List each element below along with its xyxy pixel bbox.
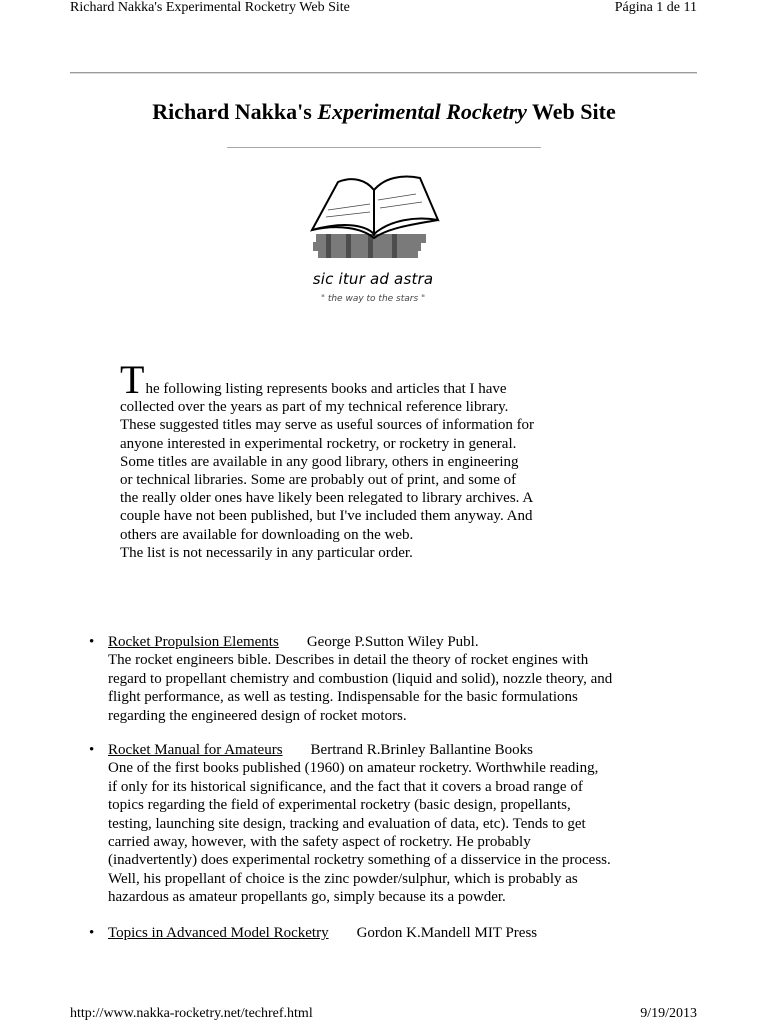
intro-line: others are available for downloading on the web. — [120, 526, 414, 543]
print-footer-url: http://www.nakka-rocketry.net/techref.html — [70, 1006, 313, 1021]
intro-line: anyone interested in experimental rocketry, or rocketry in general. — [120, 435, 517, 452]
book-description-line: testing, launching site design, tracking and evaluation of data, etc). Tends to get — [108, 815, 586, 832]
print-header-title: Richard Nakka's Experimental Rocketry Web Site — [70, 0, 350, 15]
book-description-line: topics regarding the field of experimental rocketry (basic design, propellants, — [108, 797, 571, 814]
intro-dropcap: T — [120, 357, 145, 402]
intro-line: Some titles are available in any good library, others in engineering — [120, 453, 519, 470]
book-description-line: One of the first books published (1960) on amateur rocketry. Worthwhile reading, — [108, 760, 599, 777]
header-divider — [70, 72, 697, 74]
bullet-icon: • — [89, 634, 95, 650]
book-description-line: Well, his propellant of choice is the zinc powder/sulphur, which is probably as — [108, 870, 578, 887]
book-description-line: regard to propellant chemistry and combustion (liquid and solid), nozzle theory, and — [108, 670, 613, 687]
intro-line: The list is not necessarily in any particular order. — [120, 544, 413, 561]
intro-line: the really older ones have likely been relegated to library archives. A — [120, 490, 534, 507]
print-footer-date: 9/19/2013 — [640, 1006, 697, 1021]
page-title — [0, 98, 768, 126]
book-description-line: carried away, however, with the safety aspect of rocketry. He probably — [108, 834, 531, 851]
book-title-link[interactable]: Rocket Manual for Amateurs — [108, 742, 283, 758]
book-description-line: if only for its historical significance, and the fact that it covers a broad range of — [108, 778, 583, 795]
book-description-line: hazardous as amateur propellants go, simply because its a powder. — [108, 889, 506, 906]
book-author-publisher: Bertrand R.Brinley Ballantine Books — [310, 742, 534, 758]
logo-translation: " the way to the stars " — [320, 294, 426, 304]
open-book-on-stack-icon — [298, 170, 448, 260]
book-title-link[interactable]: Rocket Propulsion Elements — [108, 634, 279, 650]
list-item — [89, 633, 709, 725]
book-description-line: The rocket engineers bible. Describes in detail the theory of rocket engines with — [108, 652, 589, 669]
book-title-link[interactable]: Topics in Advanced Model Rocketry — [108, 925, 329, 941]
intro-line: or technical libraries. Some are probably out of print, and some of — [120, 472, 517, 489]
intro-line: he following listing represents books and articles that I have — [145, 381, 507, 397]
bullet-icon: • — [89, 925, 95, 941]
bullet-icon: • — [89, 742, 95, 758]
print-header-page-number: Página 1 de 11 — [614, 0, 697, 15]
book-author-publisher: Gordon K.Mandell MIT Press — [356, 925, 538, 941]
intro-line: These suggested titles may serve as useful sources of information for — [120, 417, 535, 434]
site-logo — [298, 170, 448, 310]
page-title-suffix: Web Site — [526, 99, 616, 124]
list-item — [89, 924, 709, 942]
book-author-publisher: George P.Sutton Wiley Publ. — [306, 634, 479, 650]
title-divider — [227, 147, 541, 148]
intro-paragraph — [120, 357, 620, 562]
intro-line: couple have not been published, but I've included them anyway. And — [120, 508, 533, 525]
list-item — [89, 741, 709, 907]
page-title-italic: Experimental Rocketry — [317, 99, 527, 124]
book-description-line: regarding the engineered design of rocket motors. — [108, 707, 407, 724]
book-description-line: (inadvertently) does experimental rocketry something of a disservice in the process. — [108, 852, 611, 869]
page-title-prefix: Richard Nakka's — [152, 99, 318, 124]
logo-motto: sic itur ad astra — [312, 270, 434, 288]
book-description-line: flight performance, as well as testing. Indispensable for the basic formulations — [108, 689, 578, 706]
intro-line: collected over the years as part of my technical reference library. — [120, 399, 509, 416]
